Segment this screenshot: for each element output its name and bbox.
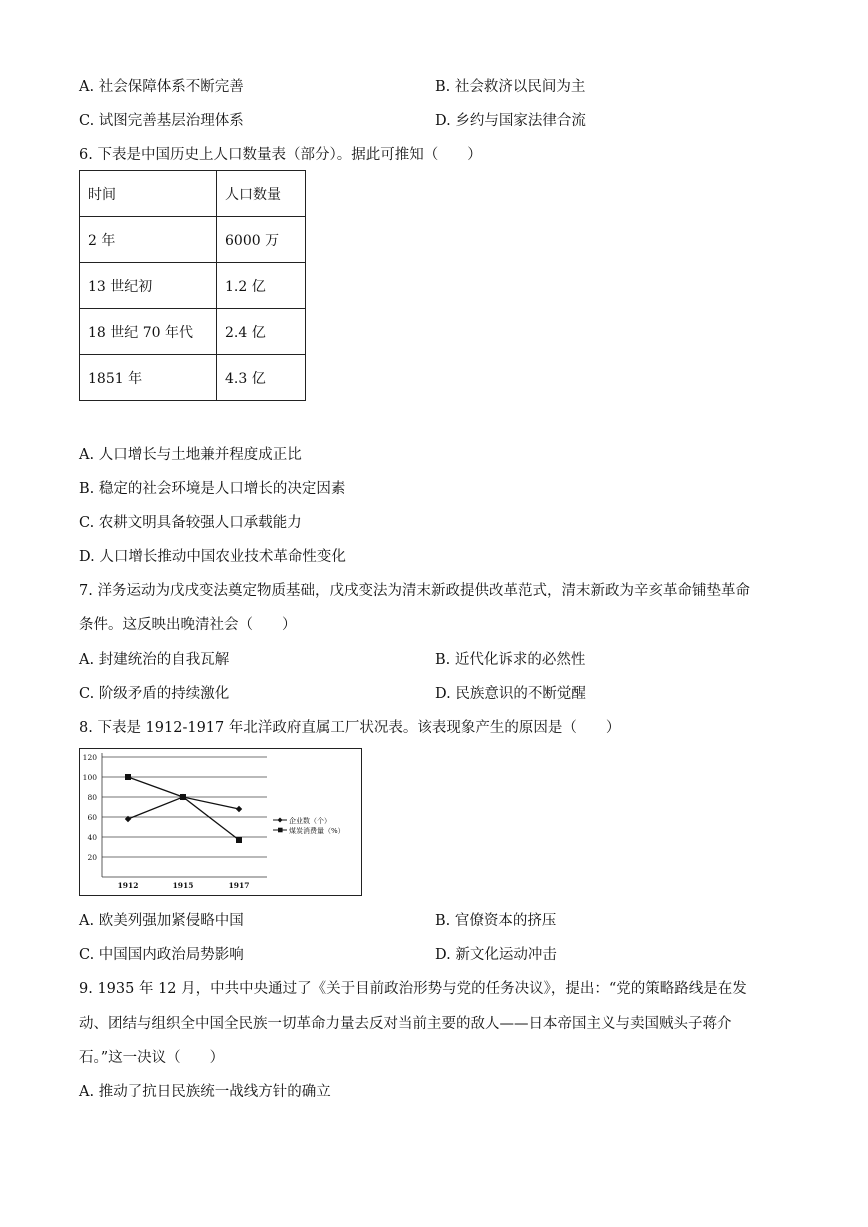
- series-line: [128, 777, 239, 840]
- y-tick-label: 40: [87, 833, 97, 842]
- population-table: [79, 170, 306, 401]
- q8-option-a: A. 欧美列强加紧侵略中国: [79, 913, 244, 929]
- data-point-square: [125, 774, 131, 780]
- q5-option-b: B. 社会救济以民间为主: [435, 79, 586, 95]
- legend-marker: [278, 818, 283, 823]
- q8-option-c: C. 中国国内政治局势影响: [79, 947, 244, 963]
- q7-option-d: D. 民族意识的不断觉醒: [435, 686, 586, 702]
- table-cell: 1851 年: [80, 355, 217, 401]
- y-tick-label: 100: [82, 773, 97, 782]
- y-tick-label: 120: [82, 753, 97, 762]
- data-point-diamond: [236, 806, 242, 812]
- q6-option-c: C. 农耕文明具备较强人口承载能力: [79, 515, 302, 531]
- legend-label: 煤炭消费量（%）: [289, 827, 345, 835]
- q9-option-a: A. 推动了抗日民族统一战线方针的确立: [79, 1084, 331, 1100]
- table-cell: 6000 万: [217, 217, 306, 263]
- q9-stem-line3: 石。”这一决议（ ）: [79, 1050, 225, 1066]
- q6-option-a: A. 人口增长与土地兼并程度成正比: [79, 447, 302, 463]
- q7-stem-line2: 条件。这反映出晚清社会（ ）: [79, 617, 297, 633]
- q5-option-a: A. 社会保障体系不断完善: [79, 79, 244, 95]
- data-point-square: [180, 794, 186, 800]
- q5-option-d: D. 乡约与国家法律合流: [435, 113, 586, 129]
- legend-marker: [278, 828, 283, 833]
- table-cell: 2 年: [80, 217, 217, 263]
- y-tick-label: 80: [87, 793, 97, 802]
- table-row: [80, 217, 306, 263]
- q7-option-c: C. 阶级矛盾的持续激化: [79, 686, 230, 702]
- q7-option-b: B. 近代化诉求的必然性: [435, 652, 586, 668]
- q5-option-c: C. 试图完善基层治理体系: [79, 113, 244, 129]
- q9-stem-line2: 动、团结与组织全中国全民族一切革命力量去反对当前主要的敌人——日本帝国主义与卖国贼头子蒋介: [79, 1016, 732, 1032]
- table-cell: 2.4 亿: [217, 309, 306, 355]
- q7-stem-line1: 7. 洋务运动为戊戌变法奠定物质基础，戊戌变法为清末新政提供改革范式，清末新政为辛亥革命铺垫革命: [79, 583, 750, 599]
- table-cell: 1.2 亿: [217, 263, 306, 309]
- table-row: [80, 309, 306, 355]
- x-tick-label: 1915: [172, 881, 194, 890]
- y-tick-label: 20: [87, 853, 97, 862]
- q9-stem-line1: 9. 1935 年 12 月，中共中央通过了《关于目前政治形势与党的任务决议》，提出：“党的策略路线是在发: [79, 981, 747, 997]
- q8-option-b: B. 官僚资本的挤压: [435, 913, 557, 929]
- table-header-cell: 时间: [80, 171, 217, 217]
- q6-option-d: D. 人口增长推动中国农业技术革命性变化: [79, 549, 346, 565]
- table-cell: 18 世纪 70 年代: [80, 309, 217, 355]
- q8-option-d: D. 新文化运动冲击: [435, 947, 557, 963]
- factory-line-chart: [79, 748, 362, 896]
- q6-stem: 6. 下表是中国历史上人口数量表（部分）。据此可推知（ ）: [79, 147, 482, 163]
- x-tick-label: 1917: [228, 881, 250, 890]
- q6-option-b: B. 稳定的社会环境是人口增长的决定因素: [79, 481, 346, 497]
- q7-option-a: A. 封建统治的自我瓦解: [79, 652, 230, 668]
- y-tick-label: 60: [87, 813, 97, 822]
- table-cell: 13 世纪初: [80, 263, 217, 309]
- data-point-square: [236, 837, 242, 843]
- table-header-cell: 人口数量: [217, 171, 306, 217]
- series-line: [128, 797, 239, 819]
- table-row: [80, 355, 306, 401]
- table-cell: 4.3 亿: [217, 355, 306, 401]
- chart-svg: [80, 749, 361, 895]
- legend-label: 企业数（个）: [289, 817, 331, 825]
- x-tick-label: 1912: [117, 881, 139, 890]
- q8-stem: 8. 下表是 1912-1917 年北洋政府直属工厂状况表。该表现象产生的原因是（ ）: [79, 720, 621, 736]
- table-header-row: [80, 171, 306, 217]
- table-row: [80, 263, 306, 309]
